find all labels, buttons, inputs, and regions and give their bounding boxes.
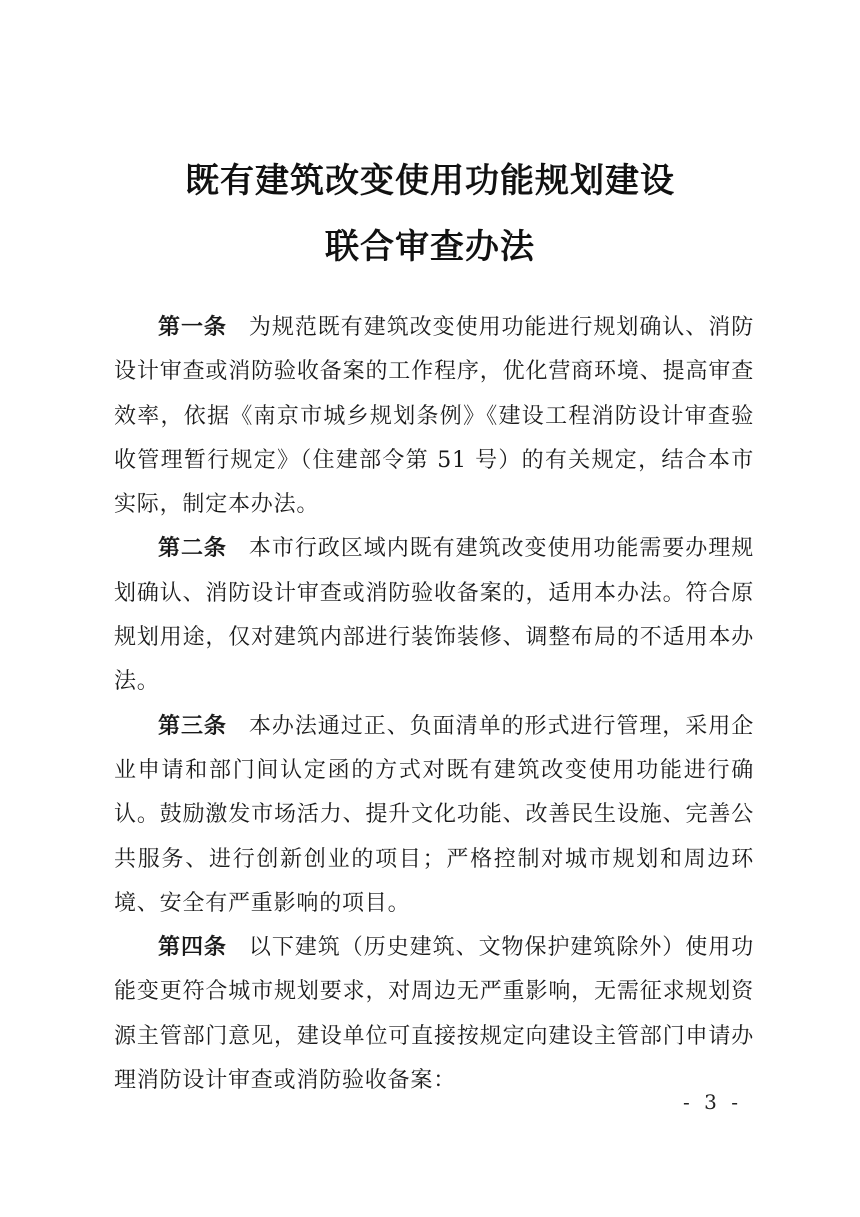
article-2 xyxy=(114,527,754,704)
article-1-text: 为规范既有建筑改变使用功能进行规划确认、消防设计审查或消防验收备案的工作程序，优化营商环境、提高审查效率，依据《南京市城乡规划条例》《建设工程消防设计审查验收管理暂行规定》（住建部令第 51 号）的有关规定，结合本市实际，制定本办法。 xyxy=(114,315,754,518)
article-2-heading: 第二条 xyxy=(158,536,227,562)
page-number: - 3 - xyxy=(683,1090,742,1114)
document-title xyxy=(0,148,860,280)
document-body xyxy=(114,306,754,1103)
article-1-heading: 第一条 xyxy=(158,315,227,340)
title-line-1: 既有建筑改变使用功能规划建设 xyxy=(185,161,675,201)
article-3-heading: 第三条 xyxy=(158,713,227,739)
article-4-text: 以下建筑（历史建筑、文物保护建筑除外）使用功能变更符合城市规划要求，对周边无严重影响，无需征求规划资源主管部门意见，建设单位可直接按规定向建设主管部门申请办理消防设计审查或消防验收备案： xyxy=(114,935,754,1094)
article-3 xyxy=(114,705,754,926)
article-1 xyxy=(114,306,754,527)
article-2-text: 本市行政区域内既有建筑改变使用功能需要办理规划确认、消防设计审查或消防验收备案的，适用本办法。符合原规划用途，仅对建筑内部进行装饰装修、调整布局的不适用本办法。 xyxy=(114,536,754,695)
title-line-2: 联合审查办法 xyxy=(325,227,535,267)
article-4-heading: 第四条 xyxy=(158,935,227,961)
article-4 xyxy=(114,926,754,1103)
article-3-text: 本办法通过正、负面清单的形式进行管理，采用企业申请和部门间认定函的方式对既有建筑改变使用功能进行确认。鼓励激发市场活力、提升文化功能、改善民生设施、完善公共服务、进行创新创业的项目；严格控制对城市规划和周边环境、安全有严重影响的项目。 xyxy=(114,713,754,916)
